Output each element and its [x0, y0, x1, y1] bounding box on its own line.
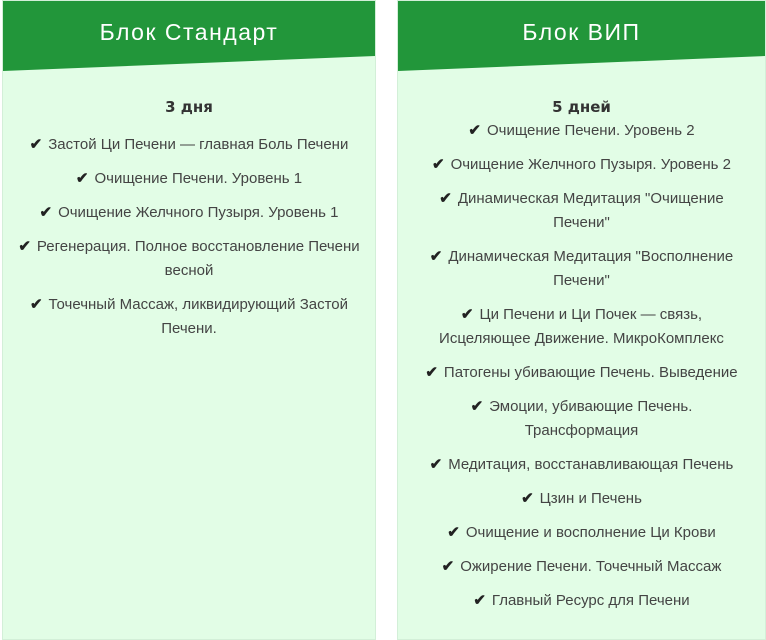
list-item-text: Главный Ресурс для Печени: [491, 592, 690, 609]
list-item-text: Динамическая Медитация "Восполнение Печени": [448, 248, 734, 289]
list-item: [420, 555, 743, 579]
list-item: [420, 487, 743, 511]
list-item-text: Очищение Печени. Уровень 1: [94, 170, 303, 187]
check-icon: ✔: [473, 592, 486, 609]
list-item: [420, 245, 743, 293]
vip-block-card: [397, 0, 766, 640]
list-item: [420, 153, 743, 177]
duration-label: 3 дня: [165, 98, 213, 116]
list-item: [15, 293, 363, 341]
check-icon: ✔: [75, 170, 89, 187]
feature-list: [3, 133, 375, 341]
check-icon: ✔: [521, 490, 534, 507]
check-icon: ✔: [470, 398, 484, 415]
list-item-text: Ци Печени и Ци Почек — связь, Исцеляющее Движение. МикроКомплекс: [439, 306, 724, 347]
check-icon: ✔: [447, 524, 460, 541]
check-icon: ✔: [425, 364, 438, 381]
list-item: [420, 119, 743, 143]
list-item: [420, 453, 743, 477]
check-icon: ✔: [429, 248, 443, 265]
list-item-text: Ожирение Печени. Точечный Массаж: [460, 558, 722, 575]
check-icon: ✔: [468, 122, 481, 139]
list-item-text: Застой Ци Печени — главная Боль Печени: [48, 136, 349, 153]
list-item-text: Точечный Массаж, ликвидирующий Застой Печени.: [48, 296, 349, 337]
list-item-text: Регенерация. Полное восстановление Печени весной: [36, 238, 360, 279]
check-icon: ✔: [439, 190, 452, 207]
list-item-text: Очищение Желчного Пузыря. Уровень 1: [58, 204, 339, 221]
list-item: [15, 235, 363, 283]
list-item-text: Эмоции, убивающие Печень. Трансформация: [489, 398, 693, 439]
check-icon: ✔: [29, 296, 43, 313]
list-item: [15, 167, 363, 191]
list-item-text: Динамическая Медитация "Очищение Печени": [457, 190, 724, 231]
list-item: [420, 187, 743, 235]
check-icon: ✔: [39, 204, 53, 221]
duration-label: 5 дней: [552, 98, 611, 116]
list-item: [420, 395, 743, 443]
feature-list: [398, 119, 765, 613]
check-icon: ✔: [18, 238, 31, 255]
card-title: Блок ВИП: [522, 19, 641, 45]
card-title: Блок Стандарт: [99, 19, 279, 45]
list-item: [420, 589, 743, 613]
standard-block-card: [2, 0, 376, 640]
list-item-text: Патогены убивающие Печень. Выведение: [443, 364, 738, 381]
check-icon: ✔: [441, 558, 455, 575]
list-item: [420, 303, 743, 351]
card-header: [398, 1, 765, 73]
check-icon: ✔: [29, 136, 43, 153]
card-header: [3, 1, 375, 73]
list-item: [420, 521, 743, 545]
list-item: [15, 133, 363, 157]
check-icon: ✔: [431, 156, 445, 173]
list-item-text: Очищение Желчного Пузыря. Уровень 2: [450, 156, 731, 173]
list-item-text: Очищение Печени. Уровень 2: [486, 122, 695, 139]
list-item-text: Очищение и восполнение Ци Крови: [465, 524, 716, 541]
list-item: [420, 361, 743, 385]
list-item: [15, 201, 363, 225]
check-icon: ✔: [429, 456, 443, 473]
list-item-text: Цзин и Печень: [539, 490, 642, 507]
list-item-text: Медитация, восстанавливающая Печень: [448, 456, 734, 473]
check-icon: ✔: [460, 306, 474, 323]
